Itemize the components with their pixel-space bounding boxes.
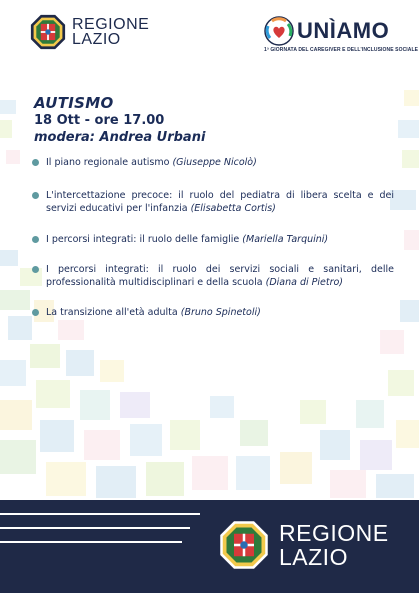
unamo-tagline: 1ª GIORNATA DEL CAREGIVER E DELL'INCLUSIONE SOCIALE [264,47,419,53]
agenda-item-speaker: (Elisabetta Cortis) [190,203,276,214]
agenda-item-speaker: (Giuseppe Nicolò) [172,157,257,168]
agenda-item-text: I percorsi integrati: il ruolo dei servizi sociali e sanitari, delle professionalità multidisciplinari e della scuola [46,264,394,288]
bullet-dot-icon [32,309,39,316]
session-datetime: 18 Ott - ore 17.00 [34,113,165,128]
regione-lazio-logo [30,14,149,50]
agenda-item-text: I percorsi integrati: il ruolo delle famiglie [46,234,240,245]
footer-regione-lazio-logo [219,520,389,570]
unamo-wordmark: UNÌAMO [297,18,390,43]
agenda-item [32,233,394,246]
session-title: AUTISMO [34,94,114,112]
footer-line [0,513,200,515]
agenda-list [32,156,394,319]
region-logo-line1: REGIONE [72,16,150,33]
unamo-heart-icon [264,16,294,46]
agenda-item-text: L'intercettazione precoce: il ruolo del pediatra di libera scelta e dei servizi educativi per l'infanzia [46,190,394,214]
footer-line [0,527,190,529]
region-logo-line2: LAZIO [72,31,121,48]
agenda-item [32,263,394,289]
bullet-dot-icon [32,159,39,166]
unamo-logo [264,16,419,53]
agenda-item-text: La transizione all'età adulta [46,307,178,318]
agenda-item [32,156,394,169]
regione-lazio-emblem-icon [30,14,66,50]
regione-lazio-emblem-icon [219,520,269,570]
bullet-dot-icon [32,236,39,243]
agenda-item-speaker: (Diana di Pietro) [265,277,344,288]
agenda-item [32,306,394,319]
session-header [34,94,205,146]
bullet-dot-icon [32,192,39,199]
session-moderator: modera: Andrea Urbani [34,130,206,145]
agenda-item-text: Il piano regionale autismo [46,157,170,168]
bullet-dot-icon [32,266,39,273]
agenda-item-speaker: (Mariella Tarquini) [242,234,329,245]
footer-logo-line2: LAZIO [279,544,348,570]
footer-logo-line1: REGIONE [279,520,389,546]
footer-line [0,541,182,543]
agenda-item-speaker: (Bruno Spinetoli) [180,307,261,318]
agenda-item [32,189,394,215]
